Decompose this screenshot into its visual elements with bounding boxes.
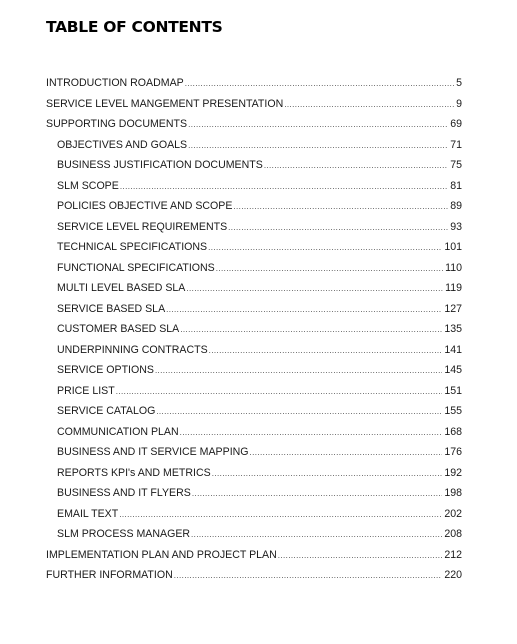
- toc-entry[interactable]: [46, 381, 462, 402]
- dot-leader: [209, 341, 443, 362]
- dot-leader: [216, 259, 443, 280]
- toc-entry-page-number: 69: [450, 118, 462, 130]
- toc-entry-label: SERVICE LEVEL REQUIREMENTS: [57, 220, 228, 233]
- toc-entry-label: SERVICE OPTIONS: [57, 364, 154, 376]
- toc-entry[interactable]: [46, 196, 462, 217]
- toc-entry-page-number: 81: [450, 179, 462, 192]
- toc-entry-label: SERVICE LEVEL MANGEMENT PRESENTATION: [46, 97, 284, 110]
- dot-leader: [284, 95, 454, 116]
- toc-entry[interactable]: [46, 217, 462, 238]
- toc-entry-page-number: 93: [450, 220, 462, 233]
- table-of-contents: [46, 73, 462, 586]
- toc-entry[interactable]: [46, 463, 462, 484]
- toc-entry-label: BUSINESS AND IT FLYERS: [57, 487, 191, 499]
- dot-leader: [233, 197, 448, 218]
- toc-entry-label: FUNCTIONAL SPECIFICATIONS: [57, 261, 215, 274]
- dot-leader: [155, 361, 442, 382]
- toc-entry-label: UNDERPINNING CONTRACTS: [57, 343, 208, 356]
- toc-entry[interactable]: [46, 73, 462, 94]
- dot-leader: [278, 546, 443, 567]
- dot-leader: [208, 238, 442, 259]
- toc-entry-label: SLM PROCESS MANAGER: [57, 528, 191, 540]
- toc-entry[interactable]: [46, 176, 462, 197]
- toc-entry-label: POLICIES OBJECTIVE AND SCOPE: [57, 200, 233, 212]
- toc-entry-label: INTRODUCTION ROADMAP: [46, 77, 184, 89]
- toc-entry-page-number: 135: [444, 323, 462, 335]
- toc-entry-page-number: 202: [444, 507, 462, 520]
- toc-entry-label: SERVICE CATALOG: [57, 405, 156, 417]
- toc-entry-label: EMAIL TEXT: [57, 507, 119, 520]
- toc-entry-page-number: 198: [444, 487, 462, 499]
- toc-entry-page-number: 9: [456, 97, 462, 110]
- dot-leader: [188, 136, 448, 157]
- toc-entry[interactable]: [46, 422, 462, 443]
- toc-entry-label: SUPPORTING DOCUMENTS: [46, 118, 188, 130]
- toc-entry[interactable]: [46, 483, 462, 504]
- toc-entry[interactable]: [46, 258, 462, 279]
- toc-entry-page-number: 141: [444, 343, 462, 356]
- dot-leader: [166, 300, 442, 321]
- toc-entry-page-number: 89: [450, 200, 462, 212]
- toc-entry[interactable]: [46, 545, 462, 566]
- toc-entry-page-number: 220: [444, 569, 462, 581]
- toc-entry-label: TECHNICAL SPECIFICATIONS: [57, 241, 208, 253]
- dot-leader: [120, 177, 448, 198]
- dot-leader: [185, 74, 454, 95]
- toc-entry-page-number: 127: [444, 302, 462, 315]
- toc-entry-page-number: 75: [450, 159, 462, 171]
- toc-entry-label: OBJECTIVES AND GOALS: [57, 138, 188, 151]
- toc-entry[interactable]: [46, 94, 462, 115]
- toc-entry-label: FURTHER INFORMATION: [46, 569, 173, 581]
- toc-entry-page-number: 212: [444, 548, 462, 561]
- dot-leader: [180, 320, 442, 341]
- toc-entry[interactable]: [46, 299, 462, 320]
- toc-entry-label: SLM SCOPE: [57, 179, 119, 192]
- toc-entry-page-number: 192: [444, 466, 462, 479]
- toc-entry[interactable]: [46, 565, 462, 586]
- toc-entry[interactable]: [46, 114, 462, 135]
- toc-entry[interactable]: [46, 237, 462, 258]
- toc-entry-page-number: 101: [444, 241, 462, 253]
- toc-entry[interactable]: [46, 340, 462, 361]
- toc-entry-label: CUSTOMER BASED SLA: [57, 323, 180, 335]
- toc-entry-label: BUSINESS AND IT SERVICE MAPPING: [57, 446, 249, 458]
- toc-entry-page-number: 119: [445, 282, 462, 294]
- toc-entry-label: SERVICE BASED SLA: [57, 302, 166, 315]
- toc-entry-page-number: 168: [444, 425, 462, 438]
- toc-entry[interactable]: [46, 135, 462, 156]
- toc-entry-page-number: 71: [450, 138, 462, 151]
- dot-leader: [191, 525, 442, 546]
- toc-entry-label: IMPLEMENTATION PLAN AND PROJECT PLAN: [46, 548, 277, 561]
- toc-entry-page-number: 151: [444, 384, 462, 397]
- toc-entry-page-number: 176: [444, 446, 462, 458]
- toc-entry-label: COMMUNICATION PLAN: [57, 425, 179, 438]
- toc-entry[interactable]: [46, 401, 462, 422]
- dot-leader: [250, 443, 443, 464]
- dot-leader: [188, 115, 448, 136]
- toc-entry[interactable]: [46, 278, 462, 299]
- toc-entry-page-number: 110: [445, 261, 462, 274]
- dot-leader: [174, 566, 443, 587]
- toc-entry[interactable]: [46, 155, 462, 176]
- toc-entry[interactable]: [46, 442, 462, 463]
- dot-leader: [119, 505, 442, 526]
- dot-leader: [228, 218, 448, 239]
- toc-entry-label: PRICE LIST: [57, 384, 115, 397]
- dot-leader: [192, 484, 442, 505]
- toc-entry[interactable]: [46, 360, 462, 381]
- toc-entry[interactable]: [46, 524, 462, 545]
- dot-leader: [116, 382, 443, 403]
- toc-entry[interactable]: [46, 319, 462, 340]
- dot-leader: [264, 156, 448, 177]
- toc-entry-page-number: 145: [444, 364, 462, 376]
- dot-leader: [180, 423, 443, 444]
- toc-entry-label: BUSINESS JUSTIFICATION DOCUMENTS: [57, 159, 263, 171]
- toc-entry-page-number: 5: [456, 77, 462, 89]
- toc-entry-page-number: 208: [444, 528, 462, 540]
- toc-entry-page-number: 155: [444, 405, 462, 417]
- page-title: TABLE OF CONTENTS: [46, 18, 223, 36]
- dot-leader: [186, 279, 443, 300]
- dot-leader: [156, 402, 442, 423]
- toc-entry-label: REPORTS KPI's AND METRICS: [57, 466, 211, 479]
- dot-leader: [212, 464, 443, 485]
- toc-entry[interactable]: [46, 504, 462, 525]
- toc-entry-label: MULTI LEVEL BASED SLA: [57, 282, 186, 294]
